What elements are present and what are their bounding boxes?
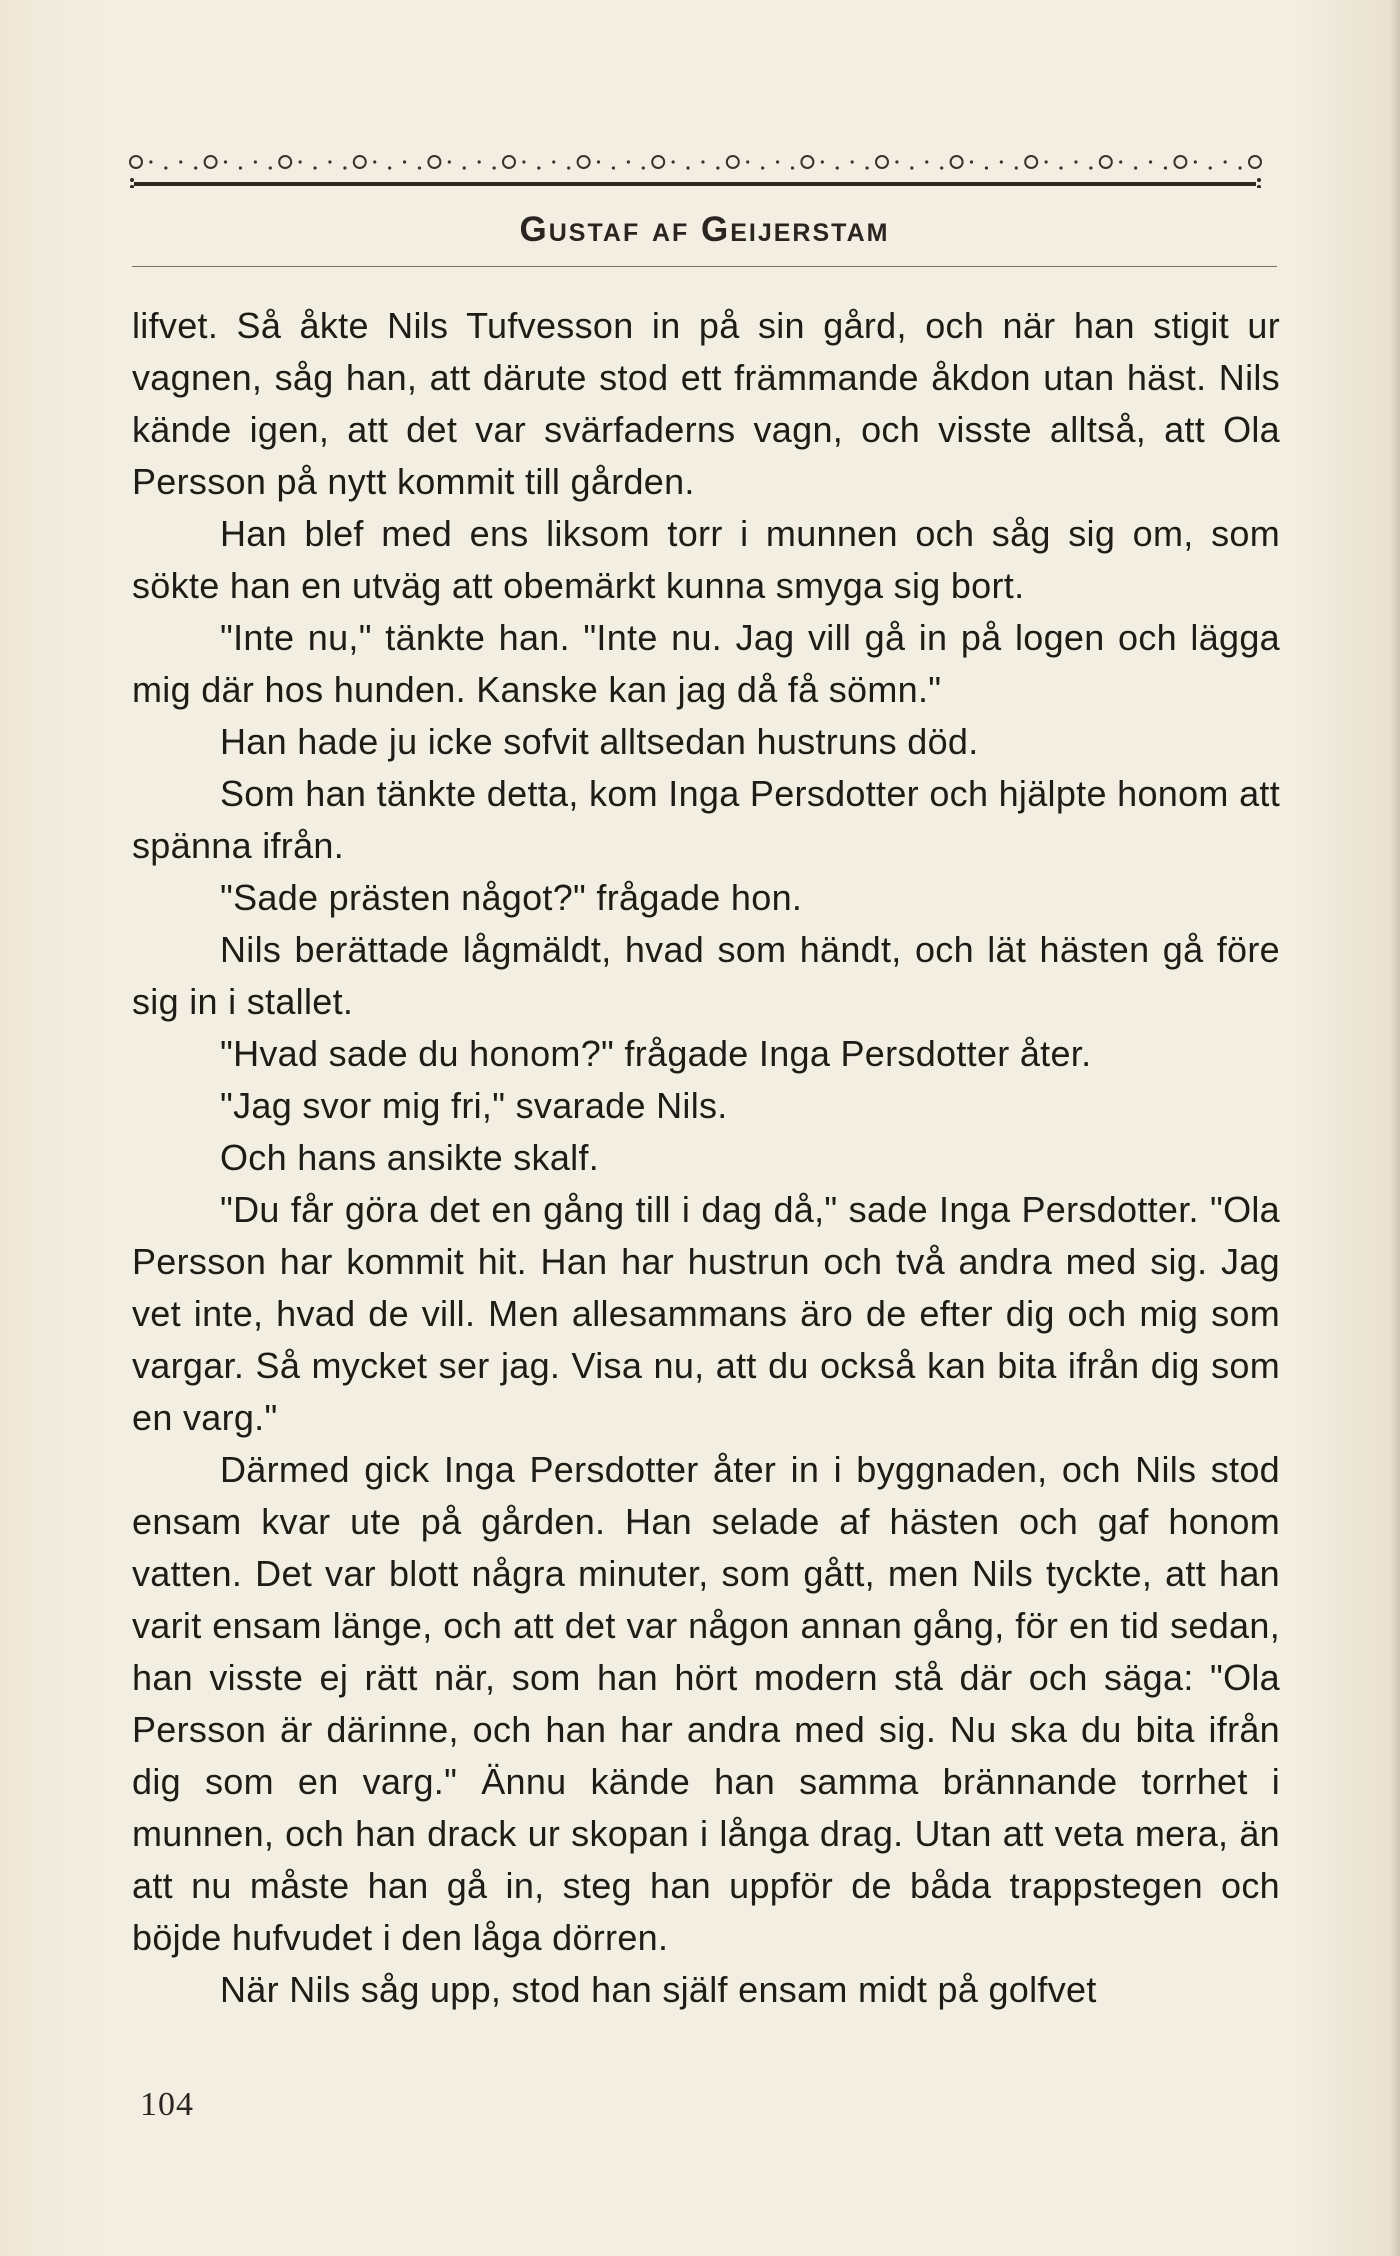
paragraph: Och hans ansikte skalf. [220, 1137, 600, 1178]
ornament-ring [578, 156, 590, 168]
ornament-dot [388, 166, 391, 169]
ornament-dot [612, 166, 615, 169]
paragraph: Han hade ju icke sofvit alltsedan hustruns död. [220, 721, 979, 762]
ornament-dot [1164, 166, 1167, 169]
ornament-dot [910, 166, 913, 169]
ornament-dot [985, 166, 988, 169]
ornament-ring [876, 156, 888, 168]
paragraph: Som han tänkte detta, kom Inga Persdotter och hjälpte honom att spänna ifrån. [132, 773, 1280, 866]
ornament-dot [343, 166, 346, 169]
ornament-dot [149, 160, 152, 163]
ornament-dot [1045, 160, 1048, 163]
page-number: 104 [140, 2086, 194, 2123]
ornament-ring [951, 156, 963, 168]
ornament-dot [1194, 160, 1197, 163]
ornament-dot [194, 166, 197, 169]
ornament-dot [239, 166, 242, 169]
ornament-dot [791, 166, 794, 169]
ornament-dot [537, 166, 540, 169]
ornament-dot [776, 160, 779, 163]
ornament-dot [373, 160, 376, 163]
ornament-dot [1074, 160, 1077, 163]
paragraph: "Hvad sade du honom?" frågade Inga Persdotter åter. [220, 1033, 1092, 1074]
ornament-dot [836, 166, 839, 169]
page-edge-shadow [1390, 0, 1400, 2256]
ornament-dot [597, 160, 600, 163]
paragraph: När Nils såg upp, stod han själf ensam midt på golfvet [220, 1969, 1097, 2010]
ornament-dot [672, 160, 675, 163]
ornament-dot [851, 160, 854, 163]
ornament-dot [1209, 166, 1212, 169]
ornament-dot [478, 160, 481, 163]
ornament-dot [925, 160, 928, 163]
ornament-ring [652, 156, 664, 168]
decorative-header-border [128, 130, 1263, 188]
ornament-dot [299, 160, 302, 163]
ornament-dot [1059, 166, 1062, 169]
ornament-ring [1249, 156, 1261, 168]
ornament-ring [130, 156, 142, 168]
ornament-dot [865, 166, 868, 169]
ornament-dot [761, 166, 764, 169]
ornament-dot [179, 160, 182, 163]
ornament-dot [418, 166, 421, 169]
paragraph: "Du får göra det en gång till i dag då," sade Inga Persdotter. "Ola Persson har kommit hit. Han har hustrun och två andra med sig. Jag vet inte, hvad de vill. Men allesammans äro de efter dig och mig som vargar. Så mycket ser jag. Visa nu, att du också kan bita ifrån dig som en varg." [132, 1189, 1280, 1438]
ornament-dot [492, 166, 495, 169]
ornament-dot [1149, 160, 1152, 163]
ornament-ring [354, 156, 366, 168]
ornament-ring [727, 156, 739, 168]
ornament-dot [522, 160, 525, 163]
ornament-dot [1089, 166, 1092, 169]
ornament-dot [716, 166, 719, 169]
ornament-ring [801, 156, 813, 168]
paragraph: Han blef med ens liksom torr i munnen och såg sig om, som sökte han en utväg att obemärkt kunna smyga sig bort. [132, 513, 1280, 606]
running-head-author: Gustaf af Geijerstam [519, 210, 890, 249]
ornament-dot [970, 160, 973, 163]
ornament-ring [1174, 156, 1186, 168]
paragraph: "Jag svor mig fri," svarade Nils. [220, 1085, 728, 1126]
paragraph: Därmed gick Inga Persdotter åter in i byggnaden, och Nils stod ensam kvar ute på gården. Han selade af hästen och gaf honom vatten. Det var blott några minuter, som gått, men Nils tyckte, att han varit ensam länge, och att det var någon annan gång, för en tid sedan, han visste ej rätt när, som han hört modern stå där och säga: "Ola Persson är därinne, och han har andra med sig. Nu ska du bita ifrån dig som en varg." Ännu kände han samma brännande torrhet i munnen, och han drack ur skopan i långa drag. Utan att veta mera, än att nu måste han gå in, steg han uppför de båda trappstegen och böjde hufvudet i den låga dörren. [132, 1449, 1280, 1958]
ornament-dot [627, 160, 630, 163]
ornament-dot [224, 160, 227, 163]
ornament-dot [1224, 160, 1227, 163]
page-body-text [132, 300, 1280, 2016]
ornament-dot [567, 166, 570, 169]
ornament-dot [164, 166, 167, 169]
ornament-dot [746, 160, 749, 163]
ornament-dot [1238, 166, 1241, 169]
ornament-dot [328, 160, 331, 163]
ornament-dot [940, 166, 943, 169]
ornament-dot [448, 160, 451, 163]
paragraph: "Sade prästen något?" frågade hon. [220, 877, 803, 918]
paragraph: "Inte nu," tänkte han. "Inte nu. Jag vill gå in på logen och lägga mig där hos hunden. Kanske kan jag då få sömn." [132, 617, 1280, 710]
ornament-dot [895, 160, 898, 163]
ornament-dot [1015, 166, 1018, 169]
paragraph: lifvet. Så åkte Nils Tufvesson in på sin gård, och när han stigit ur vagnen, såg han, att därute stod ett främmande åkdon utan häst. Nils kände igen, att det var svärfaderns vagn, och visste alltså, att Ola Persson på nytt kommit till gården. [132, 305, 1280, 502]
ornament-dot [1119, 160, 1122, 163]
ornament-dot [686, 166, 689, 169]
header-rule [132, 266, 1277, 267]
ornament-ring [279, 156, 291, 168]
ornament-dot [1134, 166, 1137, 169]
ornament-dot [642, 166, 645, 169]
ornament-dot [403, 160, 406, 163]
paragraph: Nils berättade lågmäldt, hvad som händt, och lät hästen gå före sig in i stallet. [132, 929, 1280, 1022]
ornament-dot [701, 160, 704, 163]
ornament-ring [1025, 156, 1037, 168]
ornament-dot [821, 160, 824, 163]
ornament-ring [503, 156, 515, 168]
ornament-dot [313, 166, 316, 169]
ornament-ring [1100, 156, 1112, 168]
ornament-dot [552, 160, 555, 163]
ornament-dot [269, 166, 272, 169]
ornament-dot [1000, 160, 1003, 163]
ornament-ring [205, 156, 217, 168]
ornament-dot [254, 160, 257, 163]
ornament-dot [463, 166, 466, 169]
ornament-ring [428, 156, 440, 168]
